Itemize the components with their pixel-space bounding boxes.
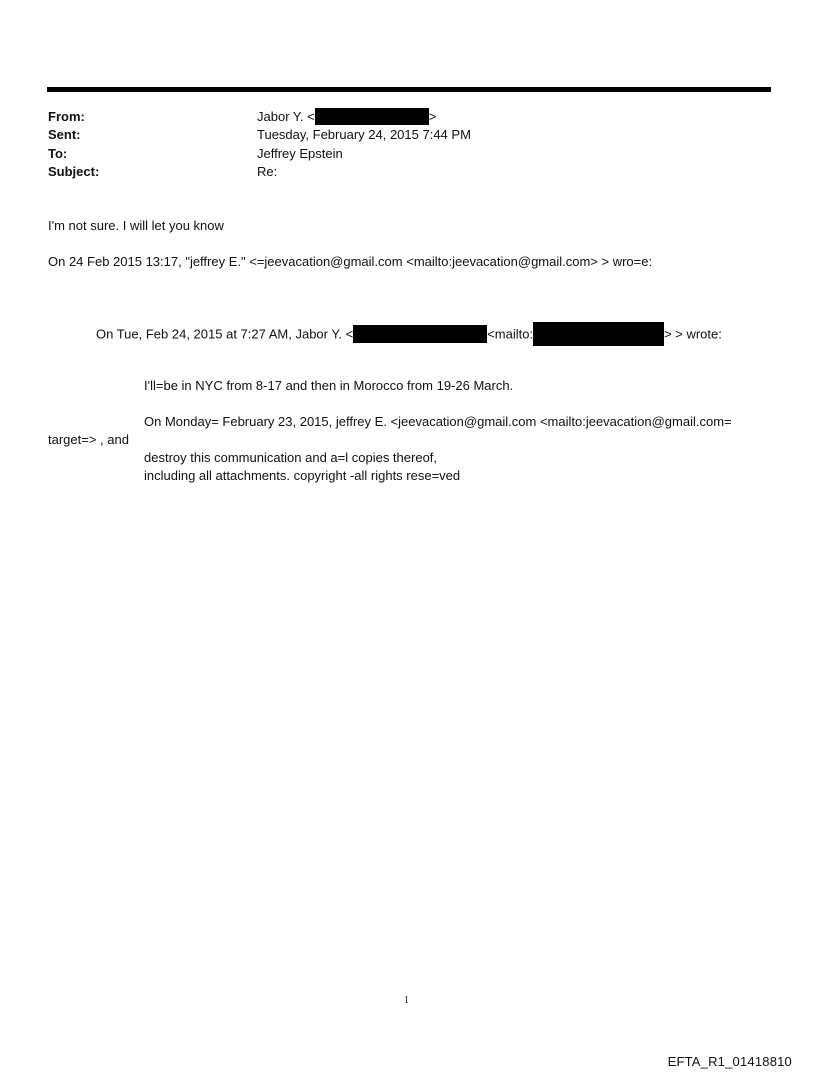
document-id: EFTA_R1_01418810: [667, 1054, 792, 1069]
sent-value: Tuesday, February 24, 2015 7:44 PM: [257, 127, 471, 142]
disclaimer-line-2: including all attachments. copyright -all rights rese=ved: [144, 468, 461, 483]
quote-header-3: On Monday= February 23, 2015, jeffrey E. <jeevacation@gmail.com <mailto:jeevacation@gmail.com=: [144, 414, 732, 429]
subject-value: Re:: [257, 164, 278, 179]
to-value: Jeffrey Epstein: [257, 146, 343, 161]
subject-label: Subject:: [48, 164, 100, 179]
quote-header-2-prefix: On Tue, Feb 24, 2015 at 7:27 AM, Jabor Y. <: [96, 326, 354, 342]
redaction-box: [315, 108, 429, 125]
from-value: [257, 108, 436, 125]
quote-header-1: On 24 Feb 2015 13:17, "jeffrey E." <=jeevacation@gmail.com <mailto:jeevacation@gmail.com> > wro=e:: [48, 254, 653, 269]
reply-text: I'm not sure. I will let you know: [48, 218, 224, 233]
to-label: To:: [48, 146, 68, 161]
header-rule: [47, 87, 771, 92]
redaction-box: [353, 325, 487, 343]
quote-header-2-suffix: > > wrote:: [664, 326, 722, 342]
quote-header-2: [96, 324, 722, 346]
quote-text-2: I'll=be in NYC from 8-17 and then in Morocco from 19-26 March.: [144, 378, 514, 393]
redaction-box: [533, 322, 664, 346]
quote-header-2-mailto: <mailto:: [487, 326, 534, 342]
disclaimer-line-1: destroy this communication and a=l copies thereof,: [144, 450, 438, 465]
from-suffix: >: [428, 109, 437, 124]
page-number: 1: [404, 995, 409, 1006]
from-label: From:: [48, 109, 85, 124]
sent-label: Sent:: [48, 127, 81, 142]
quote-header-3-wrap: target=> , and: [48, 432, 129, 447]
from-name: Jabor Y. <: [257, 109, 315, 124]
